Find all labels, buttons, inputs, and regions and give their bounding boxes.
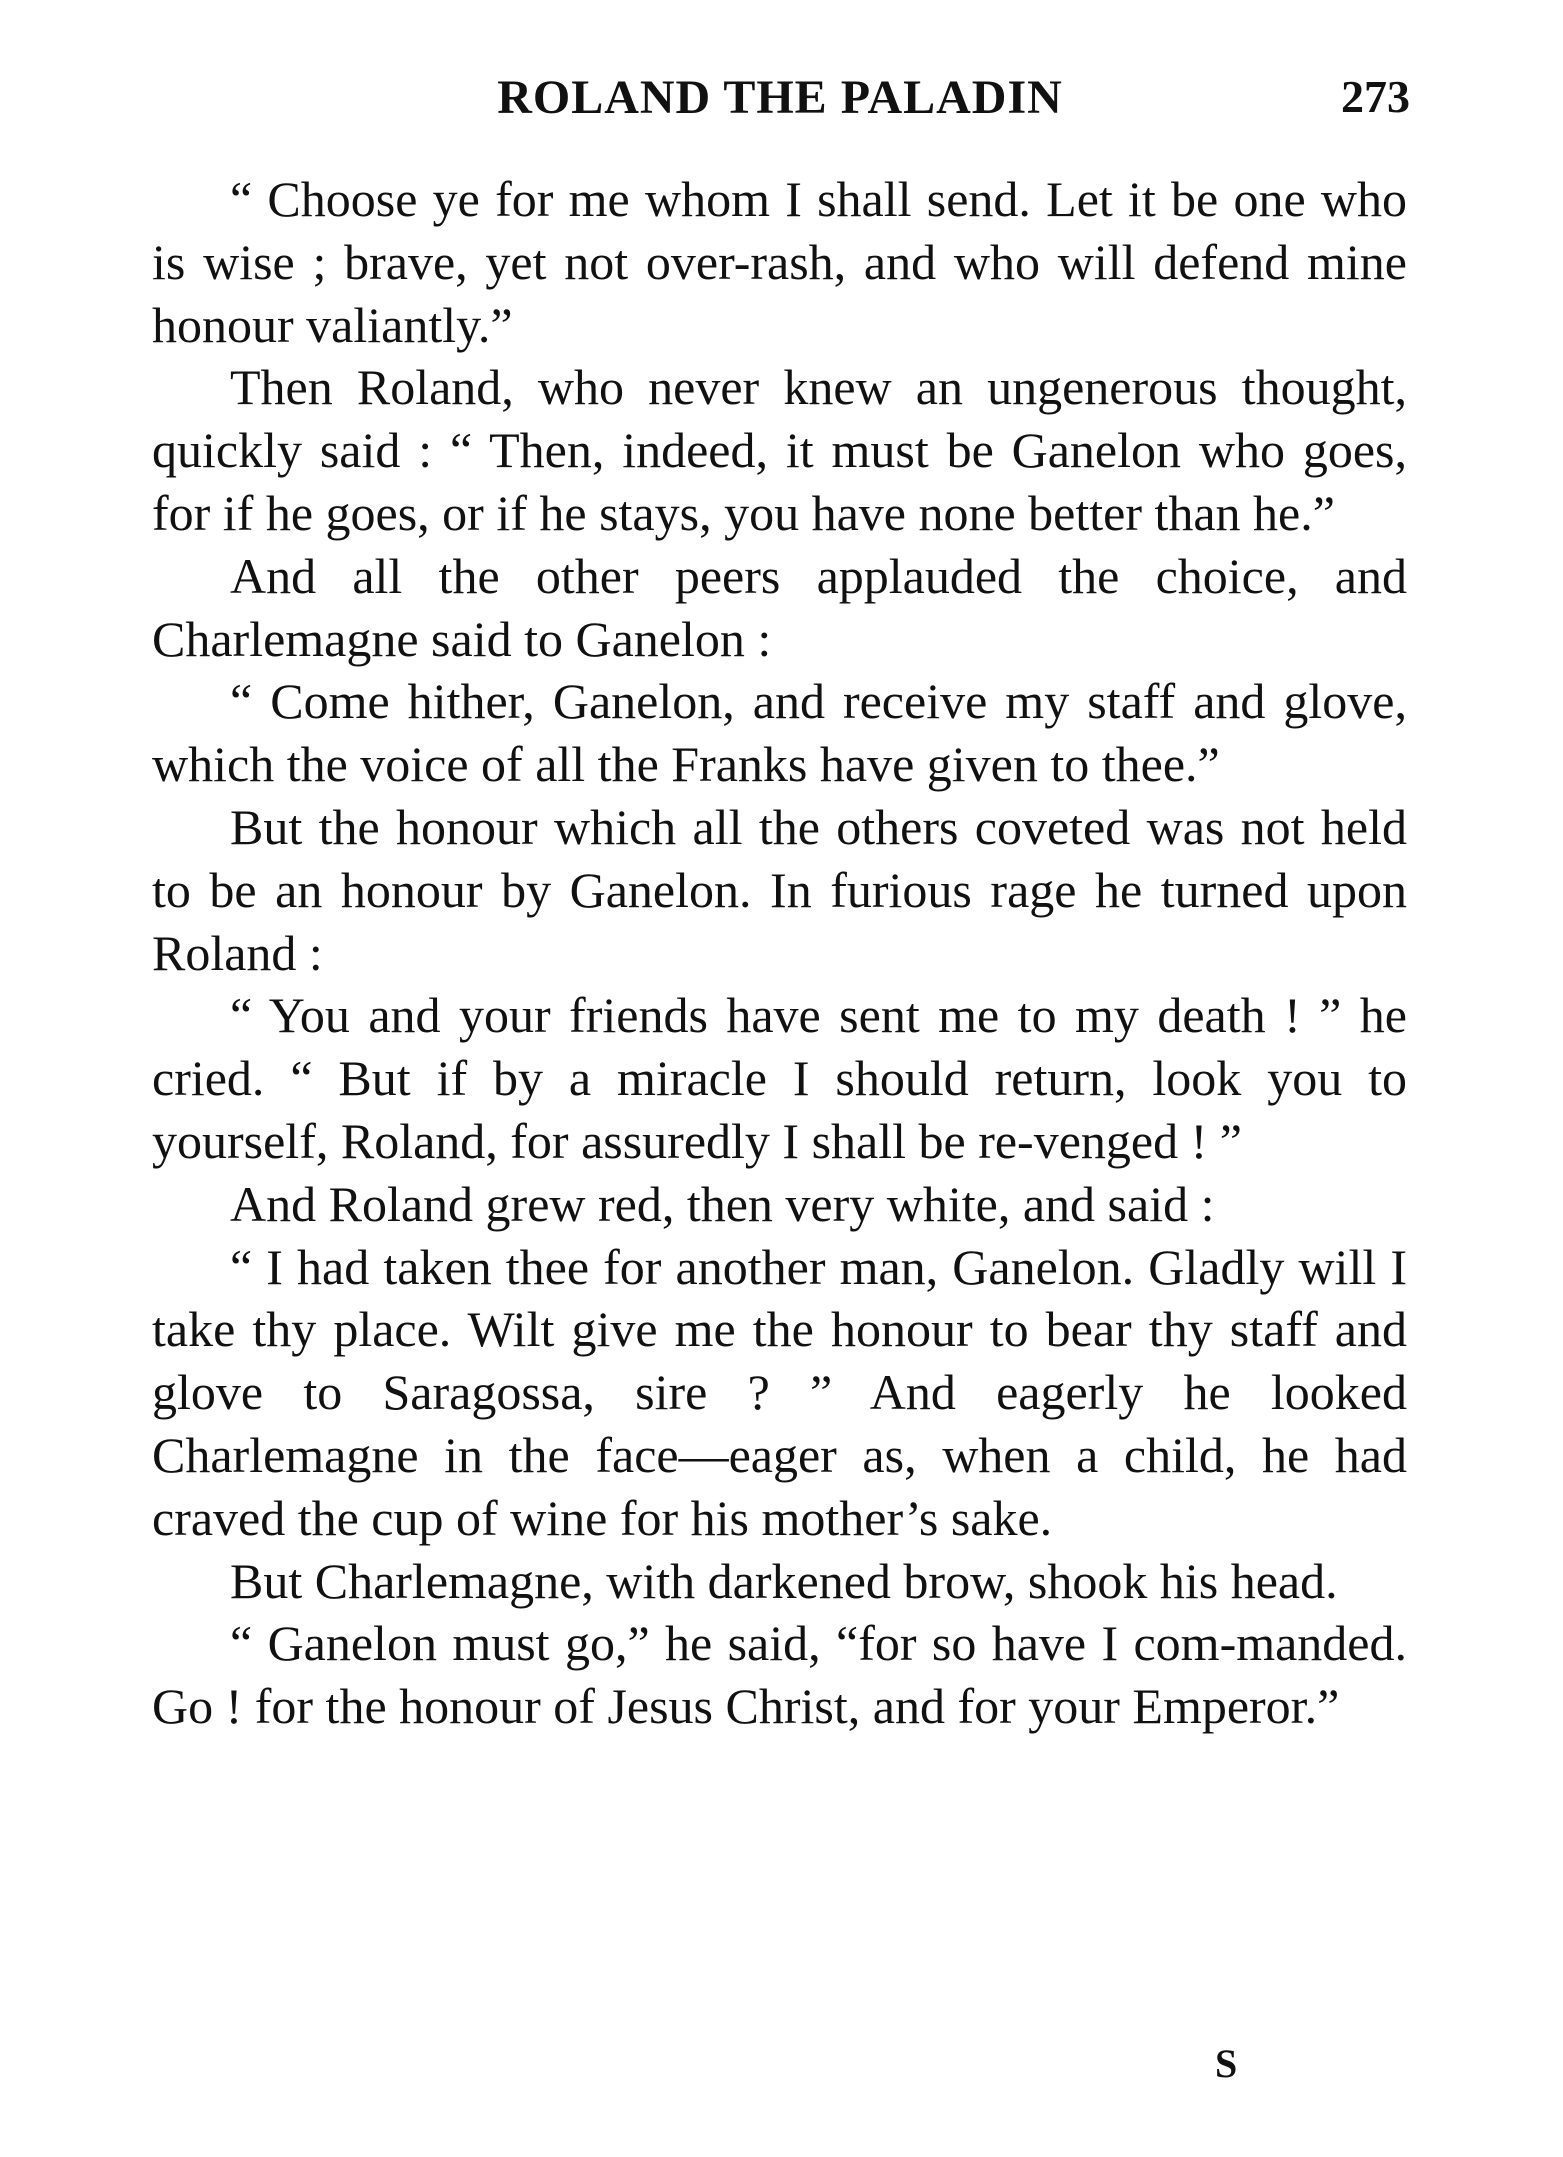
running-title: ROLAND THE PALADIN	[497, 71, 1063, 124]
paragraph: “ You and your friends have sent me to my death ! ” he cried. “ But if by a miracle I should return, look you to yourself, Roland, for assuredly I shall be re-venged ! ”	[152, 987, 1407, 1169]
paragraph: And all the other peers applauded the choice, and Charlemagne said to Ganelon :	[152, 547, 1407, 667]
paragraph: And Roland grew red, then very white, and said :	[230, 1175, 1215, 1232]
page-number: 273	[1341, 71, 1410, 122]
paragraph: “ Ganelon must go,” he said, “for so have I com-manded. Go ! for the honour of Jesus Christ, and for your Emperor.”	[152, 1615, 1407, 1735]
paragraph: “ Choose ye for me whom I shall send. Let it be one who is wise ; brave, yet not over-rash, and who will defend mine honour valiantly.”	[152, 171, 1407, 353]
paragraph: But Charlemagne, with darkened brow, shook his head.	[230, 1552, 1338, 1609]
signature-mark: S	[1215, 2041, 1238, 2086]
running-head	[150, 70, 1410, 140]
paragraph: “ I had taken thee for another man, Ganelon. Gladly will I take thy place. Wilt give me the honour to bear thy staff and glove to Saragossa, sire ? ” And eagerly he looked Charlemagne in the face—eager as, when a child, he had craved the cup of wine for his mother’s sake.	[152, 1238, 1407, 1546]
body-text	[152, 168, 1407, 1738]
paragraph: But the honour which all the others coveted was not held to be an honour by Ganelon. In furious rage he turned upon Roland :	[152, 798, 1407, 981]
paragraph: “ Come hither, Ganelon, and receive my staff and glove, which the voice of all the Franks have given to thee.”	[152, 673, 1407, 793]
paragraph: Then Roland, who never knew an ungenerous thought, quickly said : “ Then, indeed, it must be Ganelon who goes, for if he goes, or if he stays, you have none better than he.”	[152, 359, 1407, 541]
